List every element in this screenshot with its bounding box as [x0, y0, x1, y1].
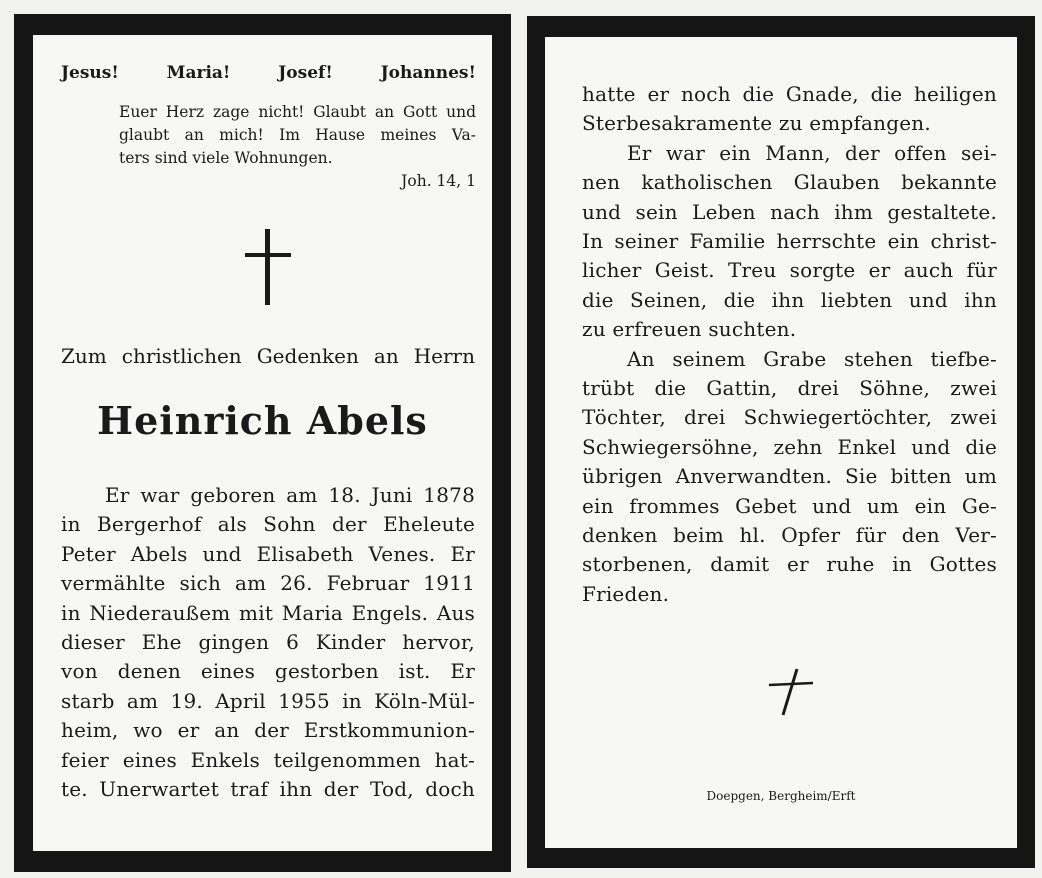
- cross-icon: [767, 667, 817, 717]
- text-line: feier eines Enkels teilgenommen hat-: [61, 747, 475, 772]
- text-line: heim, wo er an der Erstkommunion-: [61, 718, 475, 743]
- text-line: zu erfreuen suchten.: [582, 317, 797, 342]
- text-line: ein frommes Gebet und um ein Ge-: [582, 493, 997, 518]
- cross-icon: [245, 229, 291, 305]
- intro-line: Zum christlichen Gedenken an Herrn: [61, 344, 475, 368]
- text-line: starb am 19. April 1955 in Köln-Mül-: [61, 688, 475, 713]
- text-line: licher Geist. Treu sorgte er auch für: [582, 258, 997, 283]
- text-line: denken beim hl. Opfer für den Ver-: [582, 523, 997, 547]
- left-page: [14, 14, 511, 872]
- invocation-word: Johannes!: [380, 63, 476, 83]
- text-line: nen katholischen Glauben bekannte: [582, 170, 997, 195]
- text-line: Töchter, drei Schwiegertöchter, zwei: [582, 405, 997, 430]
- text-line: hatte er noch die Gnade, die heiligen: [582, 82, 997, 106]
- invocation: [61, 63, 476, 83]
- verse-line: ters sind viele Wohnungen.: [119, 149, 333, 167]
- text-line: Schwiegersöhne, zehn Enkel und die: [582, 434, 997, 459]
- text-line: In seiner Familie herrschte ein christ-: [582, 229, 997, 253]
- deceased-name: Heinrich Abels: [97, 398, 428, 443]
- text-line: die Seinen, die ihn liebten und ihn: [582, 287, 997, 312]
- verse-reference: Joh. 14, 1: [401, 172, 476, 190]
- text-line: Sterbesakramente zu empfangen.: [582, 111, 931, 136]
- invocation-word: Josef!: [278, 63, 333, 83]
- text-line: Er war ein Mann, der offen sei-: [627, 140, 997, 165]
- text-line: übrigen Anverwandten. Sie bitten um: [582, 464, 997, 489]
- text-line: und sein Leben nach ihm gestaltete.: [582, 199, 997, 224]
- text-line: An seinem Grabe stehen tiefbe-: [627, 346, 997, 371]
- text-line: Frieden.: [582, 581, 670, 606]
- right-page: [527, 16, 1035, 868]
- text-line: Peter Abels und Elisabeth Venes. Er: [61, 541, 475, 566]
- text-line: dieser Ehe gingen 6 Kinder hervor,: [61, 630, 475, 654]
- text-line: von denen eines gestorben ist. Er: [61, 659, 475, 684]
- printer-credit: Doepgen, Bergheim/Erft: [706, 789, 856, 803]
- verse-line: Euer Herz zage nicht! Glaubt an Gott und: [119, 103, 476, 121]
- invocation-word: Jesus!: [61, 63, 119, 83]
- left-page-panel: [33, 35, 492, 851]
- text-line: in Niederaußem mit Maria Engels. Aus: [61, 600, 475, 625]
- text-line: trübt die Gattin, drei Söhne, zwei: [582, 376, 997, 400]
- text-line: in Bergerhof als Sohn der Eheleute: [61, 512, 475, 537]
- invocation-word: Maria!: [166, 63, 231, 83]
- text-line: storbenen, damit er ruhe in Gottes: [582, 552, 997, 577]
- text-line: te. Unerwartet traf ihn der Tod, doch: [61, 777, 475, 801]
- text-line: Er war geboren am 18. Juni 1878: [105, 483, 475, 507]
- verse-line: glaubt an mich! Im Hause meines Va-: [119, 126, 476, 144]
- text-line: vermählte sich am 26. Februar 1911: [61, 571, 475, 596]
- right-page-panel: [545, 37, 1017, 848]
